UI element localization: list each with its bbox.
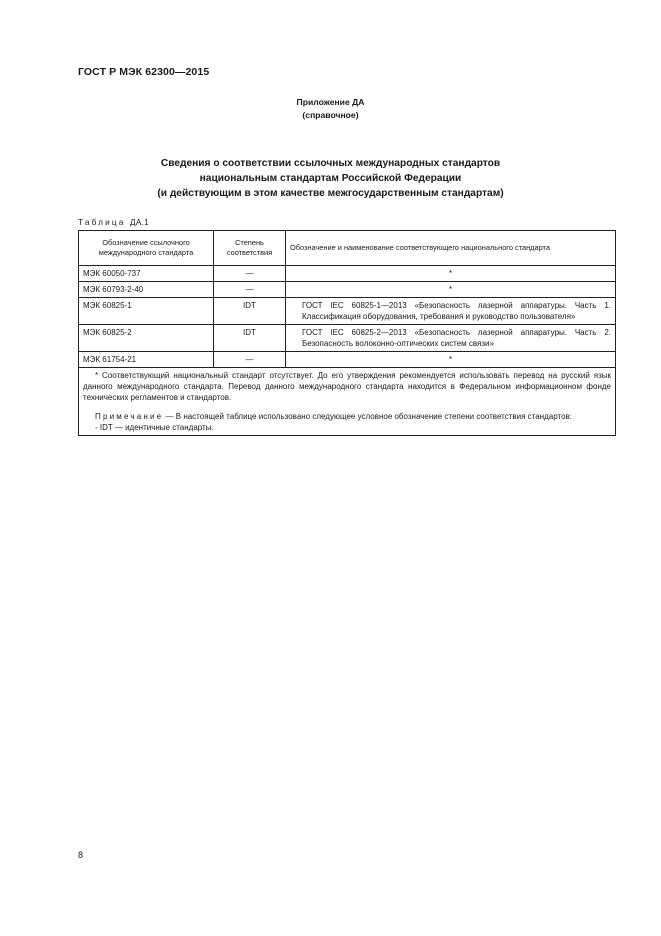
- cell-reference: МЭК 60793-2-40: [79, 282, 214, 298]
- cell-degree: —: [214, 282, 286, 298]
- table-row: [79, 282, 616, 298]
- cell-reference: МЭК 60825-2: [79, 325, 214, 352]
- table-header-row: [79, 231, 616, 266]
- table-caption-word: Таблица: [78, 218, 126, 227]
- cell-reference: МЭК 60050-737: [79, 266, 214, 282]
- appendix-title: Приложение ДА: [296, 97, 365, 107]
- cell-national: [286, 298, 616, 325]
- note-item: - IDT — идентичные стандарты.: [95, 423, 214, 432]
- cell-degree: IDT: [214, 298, 286, 325]
- note-text: — В настоящей таблице использовано следующее условное обозначение степени соответствия стандартов:: [163, 412, 572, 421]
- note-label: Примечание: [95, 412, 164, 421]
- cell-national: [286, 325, 616, 352]
- table-row: [79, 325, 616, 352]
- table-caption: [78, 218, 149, 227]
- cell-national: *: [286, 352, 616, 368]
- table-caption-number: ДА.1: [130, 218, 150, 227]
- section-title-line: Сведения о соответствии ссылочных международных стандартов: [160, 158, 501, 169]
- section-title: [0, 156, 661, 201]
- cell-reference: МЭК 61754-21: [79, 352, 214, 368]
- cell-degree: —: [214, 352, 286, 368]
- cell-reference: МЭК 60825-1: [79, 298, 214, 325]
- table-footnote-cell: [79, 368, 616, 436]
- appendix-heading: [0, 96, 661, 122]
- table-row: [79, 352, 616, 368]
- cell-degree: —: [214, 266, 286, 282]
- footnote-text: * Соответствующий национальный стандарт отсутствует. До его утверждения рекомендуется использовать перевод на русский язык данного международного стандарта. Перевод данного международного стандарта находится в Федеральном информационном фонде технических регламентов и стандартов.: [83, 371, 611, 402]
- correspondence-table: [78, 230, 616, 436]
- note-paragraph: [83, 411, 611, 422]
- section-title-line: национальным стандартам Российской Федерации: [199, 173, 462, 184]
- table-footer-row: [79, 368, 616, 436]
- cell-degree: IDT: [214, 325, 286, 352]
- header-degree: Степень соответствия: [214, 231, 286, 266]
- cell-national-text: ГОСТ IEC 60825-1—2013 «Безопасность лазерной аппаратуры. Часть 1. Классификация оборудования, требования и руководство пользователя»: [302, 301, 611, 321]
- cell-national-text: ГОСТ IEC 60825-2—2013 «Безопасность лазерной аппаратуры. Часть 2. Безопасность волоконно-оптических систем связи»: [302, 328, 611, 348]
- appendix-type: (справочное): [302, 110, 359, 120]
- cell-national: *: [286, 282, 616, 298]
- table-row: [79, 266, 616, 282]
- document-header: ГОСТ Р МЭК 62300—2015: [78, 66, 210, 78]
- cell-national: *: [286, 266, 616, 282]
- header-national-standard: Обозначение и наименование соответствующего национального стандарта: [286, 231, 616, 266]
- page-number: 8: [78, 850, 84, 860]
- section-title-line: (и действующим в этом качестве межгосударственным стандартам): [157, 188, 504, 199]
- table-row: [79, 298, 616, 325]
- header-reference-standard: Обозначение ссылочного международного стандарта: [79, 231, 214, 266]
